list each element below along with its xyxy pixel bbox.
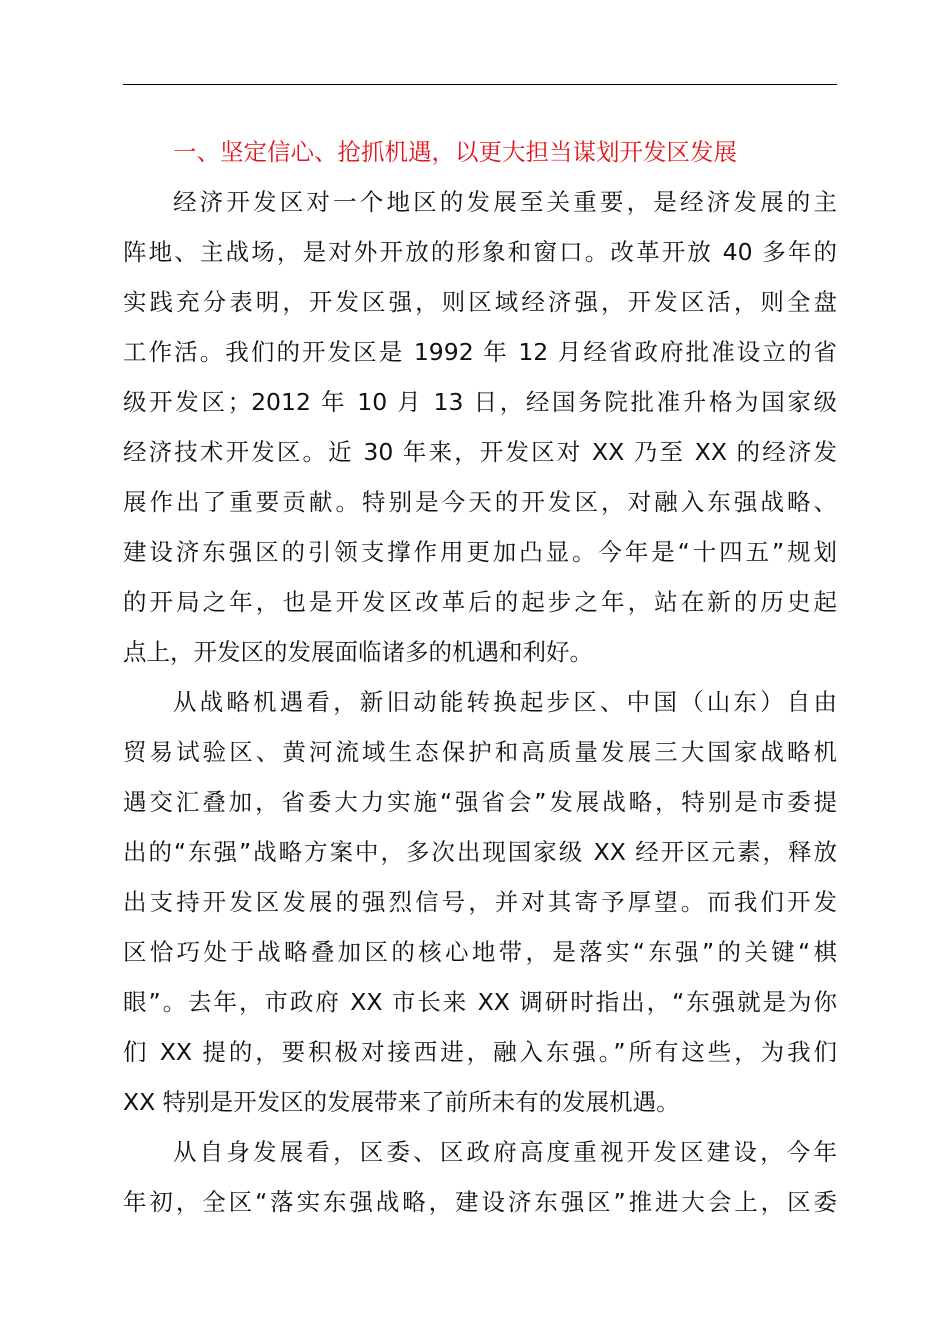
text-line: 出的“东强”战略方案中，多次出现国家级 XX 经开区元素，释放 — [123, 838, 837, 866]
text-line: 阵地、主战场，是对外开放的形象和窗口。改革开放 40 多年的 — [123, 238, 837, 266]
text-line: 工作活。我们的开发区是 1992 年 12 月经省政府批准设立的省 — [123, 338, 837, 366]
text-line: 实践充分表明，开发区强，则区域经济强，开发区活，则全盘 — [123, 288, 837, 316]
text-line: 遇交汇叠加，省委大力实施“强省会”发展战略，特别是市委提 — [123, 788, 837, 816]
section-heading: 一、坚定信心、抢抓机遇，以更大担当谋划开发区发展 — [173, 138, 737, 166]
header-rule — [123, 84, 837, 85]
text-line: 经济开发区对一个地区的发展至关重要，是经济发展的主 — [173, 188, 837, 216]
text-line: 年初，全区“落实东强战略，建设济东强区”推进大会上，区委 — [123, 1188, 837, 1216]
text-line: 出支持开发区发展的强烈信号，并对其寄予厚望。而我们开发 — [123, 888, 837, 916]
paragraph-3 — [123, 1127, 837, 1227]
text-line: 建设济东强区的引领支撑作用更加凸显。今年是“十四五”规划 — [123, 538, 837, 566]
paragraph-1 — [123, 177, 837, 677]
text-line: 展作出了重要贡献。特别是今天的开发区，对融入东强战略、 — [123, 488, 837, 516]
text-line: 区恰巧处于战略叠加区的核心地带，是落实“东强”的关键“棋 — [123, 938, 837, 966]
text-line: 级开发区；2012 年 10 月 13 日，经国务院批准升格为国家级 — [123, 388, 837, 416]
text-line: 眼”。去年，市政府 XX 市长来 XX 调研时指出，“东强就是为你 — [123, 988, 837, 1016]
text-line: 点上，开发区的发展面临诸多的机遇和利好。 — [123, 638, 593, 666]
text-line: 经济技术开发区。近 30 年来，开发区对 XX 乃至 XX 的经济发 — [123, 438, 837, 466]
text-line: 从战略机遇看，新旧动能转换起步区、中国（山东）自由 — [173, 688, 837, 716]
text-line: 们 XX 提的，要积极对接西进，融入东强。”所有这些，为我们 — [123, 1038, 837, 1066]
text-line: XX 特别是开发区的发展带来了前所未有的发展机遇。 — [123, 1088, 680, 1116]
text-line: 从自身发展看，区委、区政府高度重视开发区建设，今年 — [173, 1138, 837, 1166]
document-body — [123, 127, 837, 1227]
text-line: 的开局之年，也是开发区改革后的起步之年，站在新的历史起 — [123, 588, 837, 616]
paragraph-2 — [123, 677, 837, 1127]
text-line: 贸易试验区、黄河流域生态保护和高质量发展三大国家战略机 — [123, 738, 837, 766]
